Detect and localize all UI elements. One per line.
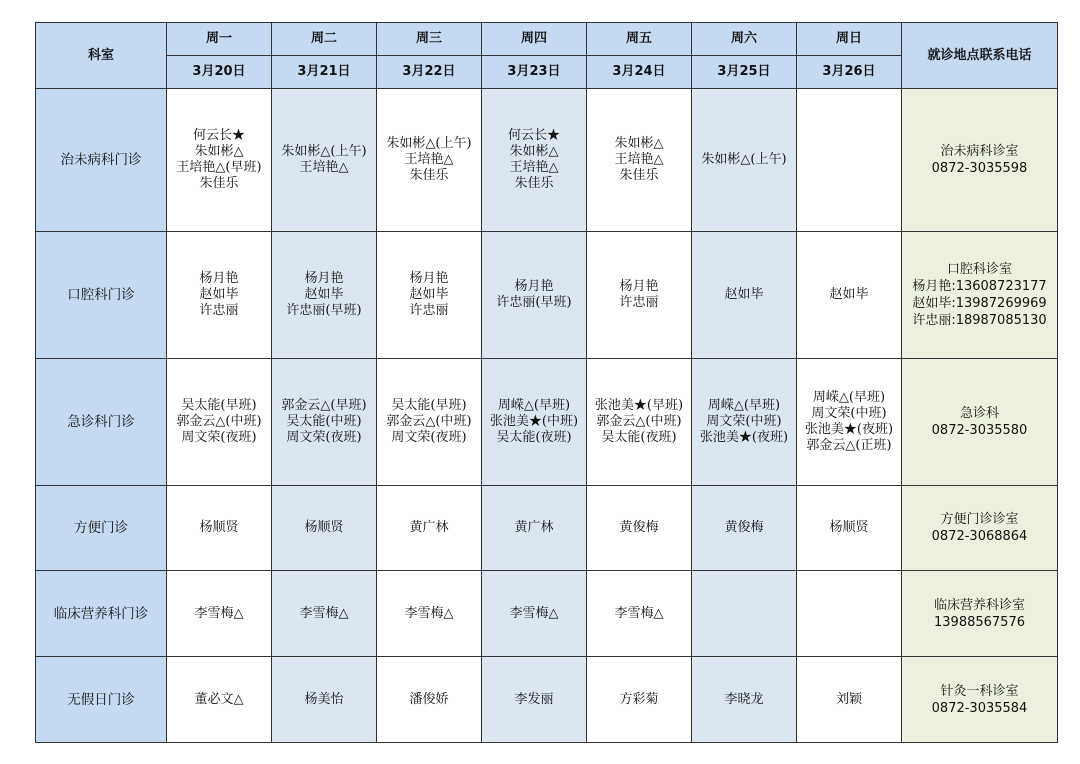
doctor-entry: 周文荣(夜班) [286, 430, 362, 445]
doctor-entry: 郭金云△(中班) [596, 414, 682, 429]
doctor-entry: 张池美★(夜班) [699, 430, 789, 445]
contact-line: 0872-3035598 [931, 161, 1028, 176]
doctor-entry: 王培艳△ [614, 152, 664, 167]
schedule-cell [692, 486, 797, 571]
schedule-cell [797, 89, 902, 232]
doctor-entry: 周文荣(中班) [811, 406, 887, 421]
schedule-cell [272, 657, 377, 743]
schedule-cell [797, 359, 902, 486]
doctor-entry: 李雪梅△ [614, 605, 664, 621]
doctor-entry: 杨月艳 [409, 271, 449, 286]
doctor-entry: 杨美怡 [304, 691, 344, 707]
schedule-cell [377, 657, 482, 743]
weekday-header: 周日 [797, 23, 902, 56]
contact-cell [902, 89, 1058, 232]
contact-line: 许忠丽:18987085130 [912, 313, 1047, 328]
schedule-cell [797, 657, 902, 743]
doctor-entry: 李雪梅△ [194, 605, 244, 621]
schedule-cell [167, 571, 272, 657]
contact-line: 治未病科诊室 [940, 144, 1019, 159]
doctor-entry: 何云长★ [507, 128, 560, 143]
schedule-cell [167, 359, 272, 486]
table-row [36, 89, 1058, 232]
doctor-entry: 黄俊梅 [619, 520, 659, 535]
doctor-entry: 潘俊娇 [409, 691, 449, 707]
doctor-entry: 郭金云△(正班) [806, 438, 892, 453]
dept-name-cell: 无假日门诊 [36, 657, 167, 743]
schedule-cell [377, 232, 482, 359]
doctor-entry: 朱如彬△(上午) [386, 136, 472, 151]
schedule-cell [587, 89, 692, 232]
doctor-entry: 周嵘△(早班) [707, 398, 781, 413]
schedule-cell [587, 359, 692, 486]
schedule-body [36, 89, 1058, 743]
doctor-entry: 方彩菊 [619, 691, 659, 707]
contact-cell [902, 571, 1058, 657]
doctor-entry: 许忠丽(早班) [496, 295, 572, 310]
schedule-cell [587, 571, 692, 657]
schedule-cell [482, 89, 587, 232]
schedule-table [35, 22, 1058, 743]
contact-line: 0872-3035580 [931, 423, 1028, 438]
doctor-entry: 董必文△ [194, 691, 244, 707]
doctor-entry: 许忠丽(早班) [286, 303, 362, 318]
doctor-entry: 李雪梅△ [299, 605, 349, 621]
table-row [36, 657, 1058, 743]
doctor-entry: 赵如毕 [409, 287, 449, 302]
schedule-cell [272, 232, 377, 359]
schedule-cell [377, 359, 482, 486]
doctor-entry: 李发丽 [514, 691, 554, 707]
contact-line: 13988567576 [934, 614, 1025, 630]
date-header: 3月25日 [692, 56, 797, 89]
doctor-entry: 张池美★(中班) [489, 414, 579, 429]
table-row [36, 359, 1058, 486]
date-header: 3月26日 [797, 56, 902, 89]
weekday-header-row [36, 23, 1058, 56]
doctor-entry: 许忠丽 [199, 303, 239, 318]
schedule-cell [272, 486, 377, 571]
contact-line: 口腔科诊室 [946, 262, 1012, 277]
contact-line: 0872-3035584 [931, 700, 1028, 716]
doctor-entry: 黄广林 [409, 520, 449, 535]
doctor-entry: 黄广林 [514, 520, 554, 535]
weekday-header: 周三 [377, 23, 482, 56]
table-row [36, 571, 1058, 657]
doctor-entry: 何云长★ [192, 128, 245, 143]
schedule-cell [482, 657, 587, 743]
doctor-entry: 杨月艳 [304, 271, 344, 286]
schedule-cell [272, 89, 377, 232]
doctor-entry: 王培艳△ [299, 160, 349, 175]
doctor-entry: 赵如毕 [304, 287, 344, 302]
doctor-entry: 朱如彬△(上午) [281, 144, 367, 159]
doctor-entry: 朱如彬△ [614, 136, 664, 151]
doctor-entry: 周嵘△(早班) [812, 390, 886, 405]
schedule-cell [692, 359, 797, 486]
doctor-entry: 杨月艳 [514, 279, 554, 294]
contact-column-header: 就诊地点联系电话 [902, 23, 1058, 89]
schedule-cell [587, 657, 692, 743]
doctor-entry: 许忠丽 [409, 303, 449, 318]
weekday-header: 周四 [482, 23, 587, 56]
doctor-entry: 杨月艳 [619, 279, 659, 294]
weekday-header: 周一 [167, 23, 272, 56]
doctor-entry: 朱佳乐 [199, 176, 239, 191]
doctor-entry: 王培艳△(早班) [176, 160, 262, 175]
doctor-entry: 朱如彬△(上午) [701, 152, 787, 167]
doctor-entry: 杨顺贤 [829, 520, 869, 535]
schedule-cell [587, 486, 692, 571]
doctor-entry: 李雪梅△ [404, 605, 454, 621]
doctor-entry: 刘颖 [835, 691, 862, 707]
contact-cell [902, 486, 1058, 571]
schedule-cell [167, 657, 272, 743]
schedule-cell [692, 571, 797, 657]
contact-line: 0872-3068864 [931, 529, 1028, 544]
table-row [36, 232, 1058, 359]
doctor-entry: 李雪梅△ [509, 605, 559, 621]
doctor-entry: 朱佳乐 [619, 168, 659, 183]
doctor-entry: 朱佳乐 [409, 168, 449, 183]
schedule-cell [692, 89, 797, 232]
date-header: 3月23日 [482, 56, 587, 89]
doctor-entry: 吴太能(早班) [391, 398, 467, 413]
doctor-entry: 赵如毕 [724, 287, 764, 302]
doctor-entry: 赵如毕 [199, 287, 239, 302]
doctor-entry: 张池美★(早班) [594, 398, 684, 413]
schedule-cell [797, 486, 902, 571]
schedule-cell [587, 232, 692, 359]
contact-line: 杨月艳:13608723177 [912, 279, 1047, 294]
doctor-entry: 许忠丽 [619, 295, 659, 310]
dept-column-header: 科室 [36, 23, 167, 89]
doctor-entry: 郭金云△(早班) [281, 398, 367, 413]
schedule-cell [167, 89, 272, 232]
doctor-entry: 吴太能(夜班) [496, 430, 572, 445]
date-header: 3月24日 [587, 56, 692, 89]
contact-cell [902, 232, 1058, 359]
schedule-cell [377, 89, 482, 232]
schedule-cell [692, 232, 797, 359]
schedule-cell [482, 359, 587, 486]
date-header: 3月20日 [167, 56, 272, 89]
doctor-entry: 吴太能(中班) [286, 414, 362, 429]
contact-line: 赵如毕:13987269969 [912, 296, 1047, 311]
doctor-entry: 周文荣(夜班) [181, 430, 257, 445]
doctor-entry: 吴太能(早班) [181, 398, 257, 413]
weekday-header: 周二 [272, 23, 377, 56]
doctor-entry: 杨顺贤 [199, 520, 239, 535]
schedule-cell [272, 359, 377, 486]
dept-name-cell: 方便门诊 [36, 486, 167, 571]
schedule-cell [272, 571, 377, 657]
doctor-entry: 李晓龙 [724, 691, 764, 707]
schedule-cell [482, 571, 587, 657]
dept-name-cell: 临床营养科门诊 [36, 571, 167, 657]
contact-line: 急诊科 [959, 406, 999, 421]
dept-name-cell: 口腔科门诊 [36, 232, 167, 359]
date-header: 3月21日 [272, 56, 377, 89]
doctor-entry: 吴太能(夜班) [601, 430, 677, 445]
schedule-cell [377, 486, 482, 571]
dept-name-cell: 治未病科门诊 [36, 89, 167, 232]
doctor-entry: 朱如彬△ [194, 144, 244, 159]
doctor-entry: 郭金云△(中班) [176, 414, 262, 429]
doctor-entry: 周文荣(中班) [706, 414, 782, 429]
doctor-entry: 周嵘△(早班) [497, 398, 571, 413]
contact-cell [902, 657, 1058, 743]
doctor-entry: 朱佳乐 [514, 176, 554, 191]
schedule-cell [797, 232, 902, 359]
date-header: 3月22日 [377, 56, 482, 89]
contact-cell [902, 359, 1058, 486]
doctor-entry: 杨月艳 [199, 271, 239, 286]
doctor-entry: 周文荣(夜班) [391, 430, 467, 445]
dept-name-cell: 急诊科门诊 [36, 359, 167, 486]
doctor-entry: 黄俊梅 [724, 520, 764, 535]
doctor-entry: 王培艳△ [509, 160, 559, 175]
schedule-cell [482, 232, 587, 359]
doctor-entry: 杨顺贤 [304, 520, 344, 535]
doctor-entry: 张池美★(夜班) [804, 422, 894, 437]
weekday-header: 周六 [692, 23, 797, 56]
doctor-entry: 朱如彬△ [509, 144, 559, 159]
schedule-cell [167, 232, 272, 359]
contact-line: 临床营养科诊室 [933, 597, 1025, 613]
contact-line: 方便门诊诊室 [940, 512, 1019, 527]
weekday-header: 周五 [587, 23, 692, 56]
table-row [36, 486, 1058, 571]
schedule-cell [692, 657, 797, 743]
doctor-entry: 王培艳△ [404, 152, 454, 167]
schedule-cell [482, 486, 587, 571]
doctor-entry: 赵如毕 [829, 287, 869, 302]
schedule-cell [377, 571, 482, 657]
schedule-cell [167, 486, 272, 571]
contact-line: 针灸一科诊室 [940, 683, 1019, 699]
schedule-cell [797, 571, 902, 657]
doctor-entry: 郭金云△(中班) [386, 414, 472, 429]
